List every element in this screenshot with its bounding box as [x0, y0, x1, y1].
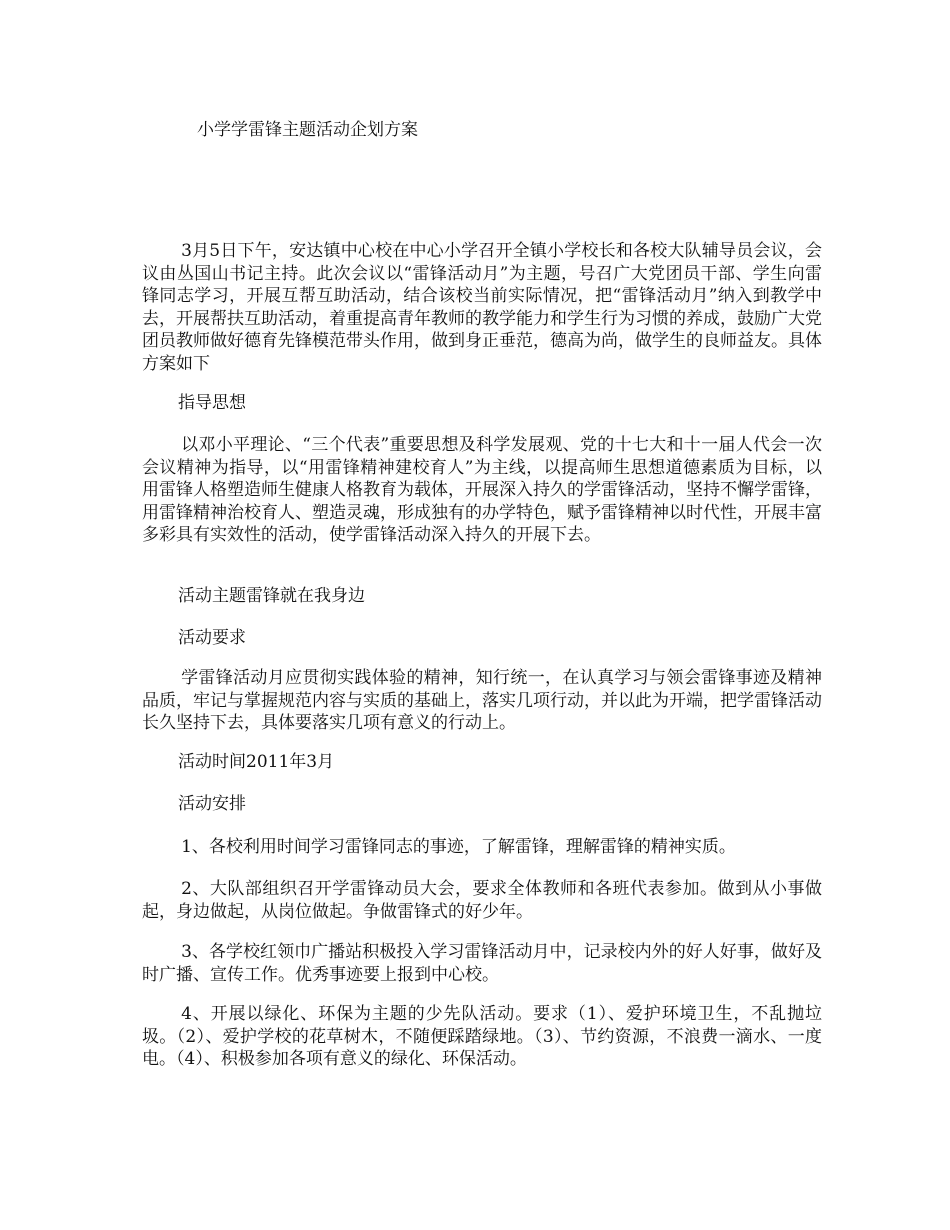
theme-section	[142, 585, 822, 608]
intro-paragraph: 3月5日下午，安达镇中心校在中心小学召开全镇小学校长和各校大队辅导员会议，会议由丛国山书记主持。此次会议以“雷锋活动月”为主题，号召广大党团员干部、学生向雷锋同志学习，开展互帮互助活动，结合该校当前实际情况，把“雷锋活动月”纳入到教学中去，开展帮扶互助活动，着重提高青年教师的教学能力和学生行为习惯的养成，鼓励广大党团员教师做好德育先锋模范带头作用，做到身正垂范，德高为尚，做学生的良师益友。具体方案如下	[142, 241, 822, 374]
arrangement-item: 1、各校利用时间学习雷锋同志的事迹，了解雷锋，理解雷锋的精神实质。	[181, 837, 736, 857]
arrangement-item-2-section	[142, 878, 822, 923]
guiding-paragraph: 以邓小平理论、“三个代表”重要思想及科学发展观、党的十七大和十一届人代会一次会议精神为指导，以“用雷锋精神建校育人”为主线，以提高师生思想道德素质为目标，以用雷锋人格塑造师生健康人格教育为载体，开展深入持久的学雷锋活动，坚持不懈学雷锋，用雷锋精神治校育人、塑造灵魂，形成独有的办学特色，赋予雷锋精神以时代性，开展丰富多彩具有实效性的活动，使学雷锋活动深入持久的开展下去。	[142, 435, 822, 545]
arrangement-item: 4、开展以绿化、环保为主题的少先队活动。要求（1）、爱护环境卫生，不乱抛垃圾。（2）、爱护学校的花草树木，不随便踩踏绿地。（3）、节约资源，不浪费一滴水、一度电。（4）、积极参加各项有意义的绿化、环保活动。	[142, 1004, 822, 1069]
arrangement-heading-section	[142, 793, 822, 816]
arrangement-item-1-section	[142, 836, 822, 859]
arrangement-heading: 活动安排	[178, 794, 246, 814]
arrangement-item: 3、各学校红领巾广播站积极投入学习雷锋活动月中，记录校内外的好人好事，做好及时广播、宣传工作。优秀事迹要上报到中心校。	[142, 942, 822, 985]
arrangement-item: 2、大队部组织召开学雷锋动员大会，要求全体教师和各班代表参加。做到从小事做起，身边做起，从岗位做起。争做雷锋式的好少年。	[142, 879, 822, 922]
guiding-heading: 指导思想	[178, 393, 246, 413]
requirements-heading: 活动要求	[178, 628, 246, 648]
arrangement-item-4-section	[142, 1003, 822, 1071]
document-title: 小学学雷锋主题活动企划方案	[197, 120, 418, 140]
requirements-section	[142, 667, 822, 735]
theme-line: 活动主题雷锋就在我身边	[178, 586, 365, 606]
intro-section	[142, 240, 822, 375]
guiding-section	[142, 434, 822, 547]
time-line: 活动时间2011年3月	[178, 752, 335, 772]
requirements-paragraph: 学雷锋活动月应贯彻实践体验的精神，知行统一，在认真学习与领会雷锋事迹及精神品质，牢记与掌握规范内容与实质的基础上，落实几项行动，并以此为开端，把学雷锋活动长久坚持下去，具体要落实几项有意义的行动上。	[142, 668, 822, 733]
requirements-heading-section	[142, 627, 822, 650]
guiding-heading-section	[142, 392, 822, 415]
arrangement-item-3-section	[142, 941, 822, 986]
time-section	[142, 751, 822, 774]
